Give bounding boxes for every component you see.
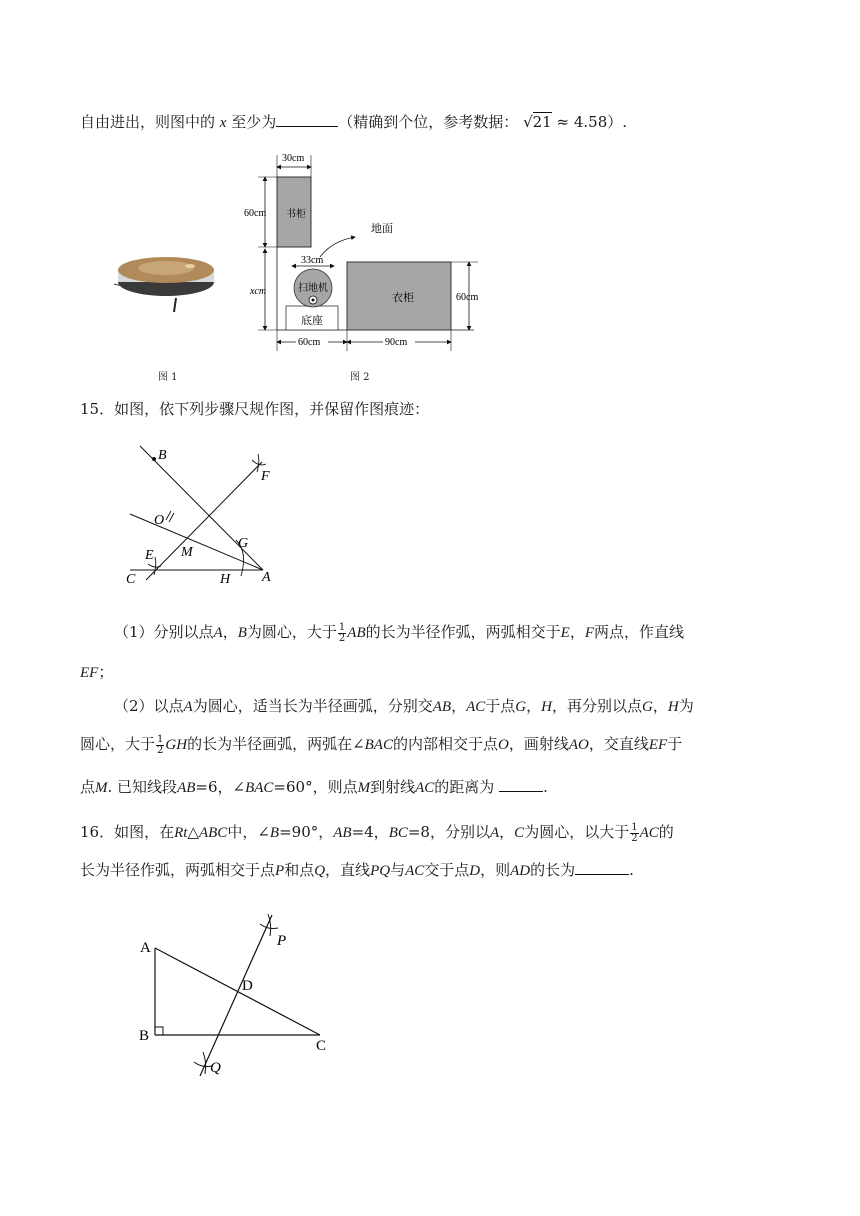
label-P: P <box>277 933 287 949</box>
dim-60-bottom-label: 60cm <box>298 337 321 348</box>
sqrt-expression: √21 <box>523 113 552 131</box>
robot-label: 扫地机 <box>298 283 328 294</box>
label-A: A <box>262 570 271 585</box>
bookcase-label: 书柜 <box>286 209 306 220</box>
label-D: D <box>242 978 253 994</box>
figure-robot <box>110 250 220 320</box>
q14-line: 自由进出，则图中的 x 至少为 （精确到个位，参考数据： √21 ≈ 4.58）. <box>80 110 627 134</box>
caption-figure-2: 图 2 <box>350 372 370 383</box>
dim-60-right-label: 60cm <box>456 292 479 303</box>
floor-arrow <box>320 237 355 257</box>
q15-step2-cont1: 圆心，大于 $\frac{1}{2}$ GH的长为半径画弧，两弧在∠BAC的内部相交于点O，画射线AO，交直线EF于 <box>80 733 683 756</box>
robot-brush <box>174 298 176 312</box>
label-C: C <box>316 1038 327 1054</box>
q15-heading: 15．如图，依下列步骤尺规作图，并保留作图痕迹： <box>80 400 430 418</box>
fraction-half: $\frac{1}{2}$ <box>338 621 346 644</box>
base-label: 底座 <box>301 315 323 327</box>
q15-step1: （1）分别以点A，B为圆心，大于 $\frac{1}{2}$ AB的长为半径作弧，两弧相交于E，F两点，作直线 <box>114 621 685 644</box>
answer-blank[interactable] <box>276 110 338 127</box>
label-C: C <box>126 572 136 587</box>
label-B: B <box>139 1028 150 1044</box>
line-PQ <box>200 915 272 1076</box>
line-AB <box>140 446 263 570</box>
label-E: E <box>145 548 154 563</box>
arc-mark-O <box>166 511 174 522</box>
q15-step1-cont: EF； <box>80 663 114 681</box>
q16-line2: 长为半径作弧，两弧相交于点P和点Q，直线PQ与AC交于点D，则AD的长为 . <box>80 858 634 882</box>
answer-blank[interactable] <box>575 858 629 875</box>
robot-top-center <box>138 261 194 275</box>
figure-q16 <box>130 910 340 1085</box>
wardrobe-label: 衣柜 <box>392 292 414 304</box>
figure-q15 <box>118 440 288 585</box>
robot-axle-dot <box>312 299 315 302</box>
right-angle-mark <box>155 1027 163 1035</box>
dim-90-label: 90cm <box>385 337 408 348</box>
label-O: O <box>154 513 165 528</box>
floor-label: 地面 <box>371 223 393 235</box>
label-M: M <box>181 545 193 560</box>
fraction-half: $\frac{1}{2}$ <box>631 821 638 844</box>
dim-30-label: 30cm <box>282 153 305 164</box>
dim-x-label: xcm <box>250 286 267 297</box>
label-G: G <box>238 536 249 551</box>
label-B: B <box>158 448 167 463</box>
dim-60-left-label: 60cm <box>244 208 267 219</box>
q16-line1: 16．如图，在Rt△ABC中，∠B=90°，AB=4，BC=8，分别以A，C为圆心，以大于 $\frac{1}{2}$ AC的 <box>80 821 674 844</box>
label-Q: Q <box>210 1060 221 1076</box>
figure-room-diagram <box>240 145 500 355</box>
label-A: A <box>140 940 151 956</box>
arc-mark-P <box>260 914 278 936</box>
q15-step2-cont2: 点M. 已知线段AB=6，∠BAC=60°，则点M到射线AC的距离为 . <box>80 775 548 799</box>
robot-button <box>185 264 195 268</box>
caption-figure-1: 图 1 <box>158 372 178 383</box>
label-F: F <box>261 469 270 484</box>
label-H: H <box>220 572 231 587</box>
point-B <box>152 457 156 461</box>
q15-step2: （2）以点A为圆心，适当长为半径画弧，分别交AB，AC于点G，H，再分别以点G，H为 <box>114 697 694 715</box>
answer-blank[interactable] <box>499 775 543 792</box>
dim-33-label: 33cm <box>301 255 324 266</box>
fraction-half: $\frac{1}{2}$ <box>157 733 164 756</box>
